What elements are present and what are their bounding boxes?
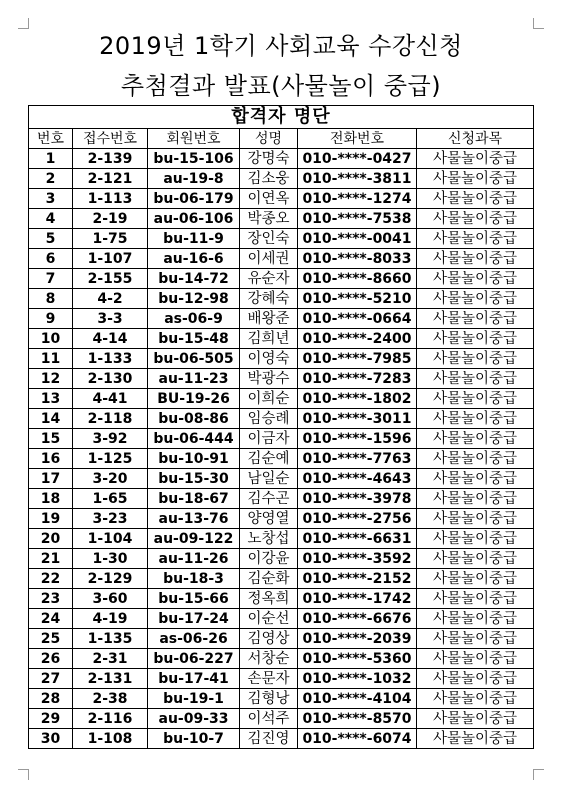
person-name: 강명숙 (240, 149, 298, 169)
receipt-number: 1-107 (73, 249, 148, 269)
member-id: bu-15-106 (148, 149, 240, 169)
person-name: 유순자 (240, 269, 298, 289)
person-name: 박광수 (240, 369, 298, 389)
course-name: 사물놀이중급 (417, 689, 534, 709)
receipt-number: 1-125 (73, 449, 148, 469)
results-table (28, 105, 534, 749)
receipt-number: 1-75 (73, 229, 148, 249)
person-name: 이연옥 (240, 189, 298, 209)
phone-number: 010-****-4104 (298, 689, 417, 709)
course-name: 사물놀이중급 (417, 269, 534, 289)
phone-number: 010-****-3011 (298, 409, 417, 429)
row-number: 5 (29, 229, 73, 249)
receipt-number: 4-19 (73, 609, 148, 629)
course-name: 사물놀이중급 (417, 389, 534, 409)
row-number: 29 (29, 709, 73, 729)
course-name: 사물놀이중급 (417, 209, 534, 229)
person-name: 이강윤 (240, 549, 298, 569)
table-row (29, 729, 534, 749)
member-id: bu-15-30 (148, 469, 240, 489)
table-row (29, 689, 534, 709)
table-row (29, 189, 534, 209)
member-id: bu-17-24 (148, 609, 240, 629)
receipt-number: 2-121 (73, 169, 148, 189)
row-number: 24 (29, 609, 73, 629)
receipt-number: 4-41 (73, 389, 148, 409)
col-phone-header: 전화번호 (298, 129, 417, 149)
course-name: 사물놀이중급 (417, 489, 534, 509)
receipt-number: 1-133 (73, 349, 148, 369)
phone-number: 010-****-7538 (298, 209, 417, 229)
page-corner-mark (18, 769, 29, 780)
person-name: 임승례 (240, 409, 298, 429)
phone-number: 010-****-5360 (298, 649, 417, 669)
phone-number: 010-****-1742 (298, 589, 417, 609)
document-subtitle: 추첨결과 발표(사물놀이 중급) (120, 72, 442, 100)
course-name: 사물놀이중급 (417, 409, 534, 429)
row-number: 2 (29, 169, 73, 189)
row-number: 26 (29, 649, 73, 669)
person-name: 김희년 (240, 329, 298, 349)
phone-number: 010-****-2152 (298, 569, 417, 589)
table-row (29, 349, 534, 369)
course-name: 사물놀이중급 (417, 309, 534, 329)
receipt-number: 2-155 (73, 269, 148, 289)
receipt-number: 1-65 (73, 489, 148, 509)
member-id: bu-19-1 (148, 689, 240, 709)
phone-number: 010-****-2039 (298, 629, 417, 649)
table-row (29, 149, 534, 169)
receipt-number: 2-130 (73, 369, 148, 389)
table-row (29, 389, 534, 409)
table-row (29, 249, 534, 269)
col-receipt-number-header: 접수번호 (73, 129, 148, 149)
row-number: 8 (29, 289, 73, 309)
phone-number: 010-****-3592 (298, 549, 417, 569)
course-name: 사물놀이중급 (417, 549, 534, 569)
member-id: bu-06-179 (148, 189, 240, 209)
member-id: bu-15-48 (148, 329, 240, 349)
receipt-number: 3-60 (73, 589, 148, 609)
table-row (29, 509, 534, 529)
person-name: 서창순 (240, 649, 298, 669)
member-id: bu-14-72 (148, 269, 240, 289)
phone-number: 010-****-6074 (298, 729, 417, 749)
course-name: 사물놀이중급 (417, 449, 534, 469)
phone-number: 010-****-5210 (298, 289, 417, 309)
receipt-number: 4-2 (73, 289, 148, 309)
person-name: 장인숙 (240, 229, 298, 249)
course-name: 사물놀이중급 (417, 369, 534, 389)
row-number: 17 (29, 469, 73, 489)
course-name: 사물놀이중급 (417, 609, 534, 629)
phone-number: 010-****-8033 (298, 249, 417, 269)
table-row (29, 209, 534, 229)
row-number: 4 (29, 209, 73, 229)
receipt-number: 2-19 (73, 209, 148, 229)
table-row (29, 309, 534, 329)
row-number: 21 (29, 549, 73, 569)
table-header-row (29, 129, 534, 149)
person-name: 김수곤 (240, 489, 298, 509)
row-number: 28 (29, 689, 73, 709)
course-name: 사물놀이중급 (417, 229, 534, 249)
member-id: bu-11-9 (148, 229, 240, 249)
receipt-number: 2-31 (73, 649, 148, 669)
table-row (29, 549, 534, 569)
phone-number: 010-****-1802 (298, 389, 417, 409)
member-id: BU-19-26 (148, 389, 240, 409)
member-id: as-06-26 (148, 629, 240, 649)
phone-number: 010-****-1274 (298, 189, 417, 209)
member-id: au-09-33 (148, 709, 240, 729)
member-id: au-16-6 (148, 249, 240, 269)
course-name: 사물놀이중급 (417, 669, 534, 689)
table-row (29, 329, 534, 349)
table-row (29, 469, 534, 489)
person-name: 정옥희 (240, 589, 298, 609)
table-banner: 합격자 명단 (29, 106, 534, 129)
table-row (29, 429, 534, 449)
member-id: bu-10-91 (148, 449, 240, 469)
phone-number: 010-****-2756 (298, 509, 417, 529)
receipt-number: 3-23 (73, 509, 148, 529)
phone-number: 010-****-4643 (298, 469, 417, 489)
member-id: bu-17-41 (148, 669, 240, 689)
table-row (29, 409, 534, 429)
table-row (29, 269, 534, 289)
row-number: 19 (29, 509, 73, 529)
col-course-header: 신청과목 (417, 129, 534, 149)
person-name: 김순예 (240, 449, 298, 469)
row-number: 1 (29, 149, 73, 169)
receipt-number: 2-139 (73, 149, 148, 169)
person-name: 양영열 (240, 509, 298, 529)
member-id: bu-10-7 (148, 729, 240, 749)
person-name: 이석주 (240, 709, 298, 729)
member-id: bu-06-444 (148, 429, 240, 449)
table-body (29, 149, 534, 749)
table-row (29, 489, 534, 509)
person-name: 김진영 (240, 729, 298, 749)
row-number: 30 (29, 729, 73, 749)
document-title: 2019년 1학기 사회교육 수강신청 (99, 32, 463, 60)
member-id: bu-18-3 (148, 569, 240, 589)
receipt-number: 2-129 (73, 569, 148, 589)
row-number: 22 (29, 569, 73, 589)
member-id: au-11-26 (148, 549, 240, 569)
person-name: 김형낭 (240, 689, 298, 709)
course-name: 사물놀이중급 (417, 149, 534, 169)
row-number: 14 (29, 409, 73, 429)
member-id: au-06-106 (148, 209, 240, 229)
phone-number: 010-****-0664 (298, 309, 417, 329)
person-name: 이희순 (240, 389, 298, 409)
receipt-number: 1-113 (73, 189, 148, 209)
person-name: 남일순 (240, 469, 298, 489)
row-number: 23 (29, 589, 73, 609)
receipt-number: 1-108 (73, 729, 148, 749)
person-name: 이세권 (240, 249, 298, 269)
person-name: 노창섭 (240, 529, 298, 549)
member-id: au-13-76 (148, 509, 240, 529)
row-number: 3 (29, 189, 73, 209)
member-id: bu-18-67 (148, 489, 240, 509)
row-number: 20 (29, 529, 73, 549)
course-name: 사물놀이중급 (417, 529, 534, 549)
table-row (29, 589, 534, 609)
table-row (29, 609, 534, 629)
row-number: 7 (29, 269, 73, 289)
phone-number: 010-****-7763 (298, 449, 417, 469)
table-row (29, 629, 534, 649)
person-name: 이금자 (240, 429, 298, 449)
row-number: 12 (29, 369, 73, 389)
phone-number: 010-****-7283 (298, 369, 417, 389)
member-id: au-11-23 (148, 369, 240, 389)
receipt-number: 2-118 (73, 409, 148, 429)
receipt-number: 2-131 (73, 669, 148, 689)
course-name: 사물놀이중급 (417, 589, 534, 609)
person-name: 박종오 (240, 209, 298, 229)
member-id: bu-08-86 (148, 409, 240, 429)
course-name: 사물놀이중급 (417, 169, 534, 189)
table-row (29, 529, 534, 549)
phone-number: 010-****-7985 (298, 349, 417, 369)
phone-number: 010-****-1032 (298, 669, 417, 689)
phone-number: 010-****-6676 (298, 609, 417, 629)
member-id: bu-15-66 (148, 589, 240, 609)
receipt-number: 2-38 (73, 689, 148, 709)
row-number: 27 (29, 669, 73, 689)
person-name: 배왕준 (240, 309, 298, 329)
row-number: 16 (29, 449, 73, 469)
course-name: 사물놀이중급 (417, 509, 534, 529)
receipt-number: 4-14 (73, 329, 148, 349)
receipt-number: 1-104 (73, 529, 148, 549)
row-number: 18 (29, 489, 73, 509)
course-name: 사물놀이중급 (417, 649, 534, 669)
table-row (29, 169, 534, 189)
course-name: 사물놀이중급 (417, 249, 534, 269)
member-id: au-09-122 (148, 529, 240, 549)
phone-number: 010-****-8660 (298, 269, 417, 289)
table-row (29, 569, 534, 589)
person-name: 손문자 (240, 669, 298, 689)
person-name: 김소웅 (240, 169, 298, 189)
receipt-number: 3-20 (73, 469, 148, 489)
row-number: 10 (29, 329, 73, 349)
page-corner-mark (533, 769, 544, 780)
table-row (29, 709, 534, 729)
row-number: 9 (29, 309, 73, 329)
col-name-header: 성명 (240, 129, 298, 149)
member-id: bu-12-98 (148, 289, 240, 309)
person-name: 강혜숙 (240, 289, 298, 309)
phone-number: 010-****-0427 (298, 149, 417, 169)
phone-number: 010-****-1596 (298, 429, 417, 449)
course-name: 사물놀이중급 (417, 569, 534, 589)
course-name: 사물놀이중급 (417, 469, 534, 489)
receipt-number: 2-116 (73, 709, 148, 729)
phone-number: 010-****-8570 (298, 709, 417, 729)
row-number: 6 (29, 249, 73, 269)
person-name: 김영상 (240, 629, 298, 649)
person-name: 김순화 (240, 569, 298, 589)
phone-number: 010-****-2400 (298, 329, 417, 349)
phone-number: 010-****-0041 (298, 229, 417, 249)
table-row (29, 289, 534, 309)
person-name: 이영숙 (240, 349, 298, 369)
col-number-header: 번호 (29, 129, 73, 149)
receipt-number: 1-135 (73, 629, 148, 649)
course-name: 사물놀이중급 (417, 189, 534, 209)
table-row (29, 229, 534, 249)
row-number: 11 (29, 349, 73, 369)
table-row (29, 649, 534, 669)
course-name: 사물놀이중급 (417, 709, 534, 729)
course-name: 사물놀이중급 (417, 429, 534, 449)
course-name: 사물놀이중급 (417, 289, 534, 309)
member-id: bu-06-227 (148, 649, 240, 669)
phone-number: 010-****-3978 (298, 489, 417, 509)
person-name: 이순선 (240, 609, 298, 629)
course-name: 사물놀이중급 (417, 629, 534, 649)
receipt-number: 3-3 (73, 309, 148, 329)
table-row (29, 449, 534, 469)
table-row (29, 369, 534, 389)
member-id: as-06-9 (148, 309, 240, 329)
table-row (29, 669, 534, 689)
phone-number: 010-****-3811 (298, 169, 417, 189)
course-name: 사물놀이중급 (417, 349, 534, 369)
row-number: 25 (29, 629, 73, 649)
course-name: 사물놀이중급 (417, 329, 534, 349)
phone-number: 010-****-6631 (298, 529, 417, 549)
receipt-number: 3-92 (73, 429, 148, 449)
course-name: 사물놀이중급 (417, 729, 534, 749)
receipt-number: 1-30 (73, 549, 148, 569)
row-number: 15 (29, 429, 73, 449)
row-number: 13 (29, 389, 73, 409)
member-id: au-19-8 (148, 169, 240, 189)
member-id: bu-06-505 (148, 349, 240, 369)
col-member-id-header: 회원번호 (148, 129, 240, 149)
